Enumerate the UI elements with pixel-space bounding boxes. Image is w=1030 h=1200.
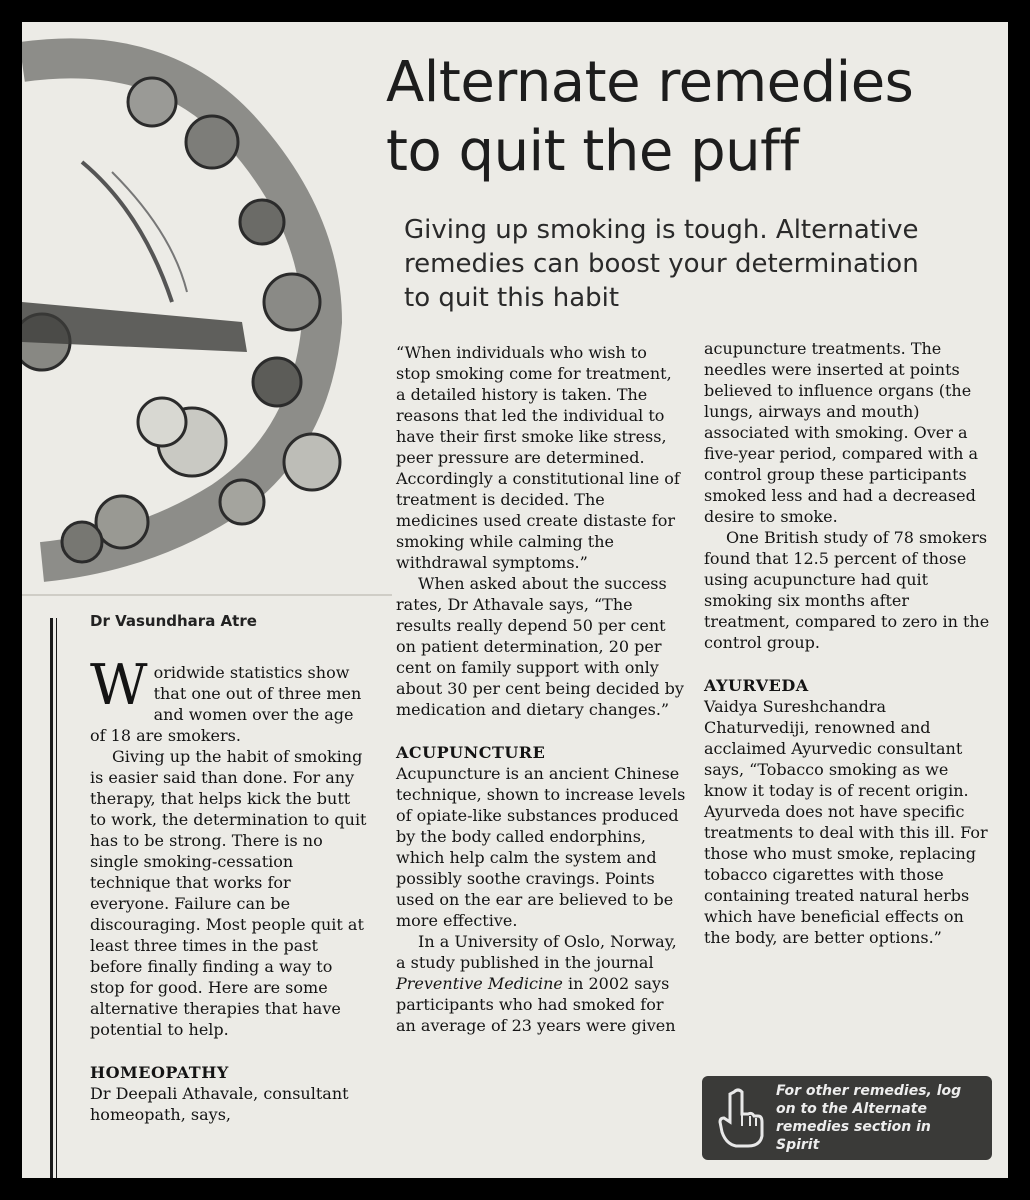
body-paragraph: Dr Deepali Athavale, consultant homeopath, says, bbox=[90, 1084, 349, 1124]
dropcap: W bbox=[90, 653, 148, 718]
fold-line bbox=[22, 594, 392, 596]
headline bbox=[386, 48, 996, 187]
body-paragraph: “When individuals who wish to stop smoking come for treatment, a detailed history is taken. The reasons that led the individual to have their first smoke like stress, peer pressure are determined. Accordingly a constitutional line of treatment is decided. The medicines used create distaste for smoking while calming the withdrawal symptoms.” bbox=[396, 343, 680, 572]
journal-name: Preventive Medicine bbox=[396, 974, 563, 993]
promo-line: For other remedies, log bbox=[776, 1083, 962, 1099]
promo-line: on to the Alternate bbox=[776, 1101, 927, 1117]
promo-line: Spirit bbox=[776, 1137, 820, 1153]
standfirst-line: to quit this habit bbox=[404, 282, 620, 313]
promo-box bbox=[702, 1076, 992, 1160]
standfirst bbox=[404, 214, 994, 315]
promo-line: remedies section in bbox=[776, 1119, 931, 1135]
column-right bbox=[704, 338, 994, 948]
headline-line: Alternate remedies bbox=[386, 50, 914, 115]
standfirst-line: Giving up smoking is tough. Alternative bbox=[404, 215, 919, 245]
body-paragraph: When asked about the success rates, Dr Athavale says, “The results really depend 50 per cent on patient determination, 20 per cent on family support with only about 30 per cent being decided by medication and dietary changes.” bbox=[396, 574, 684, 719]
column-rule bbox=[50, 618, 53, 1178]
body-paragraph bbox=[396, 931, 686, 1036]
intro-text: oridwide statistics show that one out of three men and women over the age of 18 are smokers. bbox=[90, 663, 362, 745]
body-text: In a University of Oslo, Norway, a study published in the journal bbox=[396, 932, 677, 972]
section-heading-acupuncture: ACUPUNCTURE bbox=[396, 743, 546, 762]
standfirst-line: remedies can boost your determination bbox=[404, 248, 919, 279]
newspaper-clipping bbox=[22, 22, 1008, 1178]
column-rule-thin bbox=[56, 618, 57, 1178]
body-paragraph: Giving up the habit of smoking is easier said than done. For any therapy, that helps kick the butt to work, the determination to quit has to be strong. There is no single smoking-cessation technique that works for everyone. Failure can be discouraging. Most people quit at least three times in the past before finally finding a way to stop for good. Here are some alternative therapies that have potential to help. bbox=[90, 747, 367, 1039]
section-heading-ayurveda: AYURVEDA bbox=[704, 676, 809, 695]
byline: Dr Vasundhara Atre bbox=[90, 612, 257, 630]
promo-text bbox=[776, 1082, 986, 1154]
body-paragraph: acupuncture treatments. The needles were inserted at points believed to influence organs (the lungs, airways and mouth) associated with smoking. Over a five-year period, compared with a control group these participants smoked less and had a decreased desire to smoke. bbox=[704, 339, 979, 526]
body-paragraph: One British study of 78 smokers found that 12.5 percent of those using acupuncture had quit smoking six months after treatment, compared to zero in the control group. bbox=[704, 528, 990, 652]
headline-line: to quit the puff bbox=[386, 119, 799, 185]
pointing-hand-icon bbox=[712, 1086, 768, 1150]
body-paragraph: Vaidya Sureshchandra Chaturvediji, renowned and acclaimed Ayurvedic consultant says, “Tobacco smoking as we know it today is of recent origin. Ayurveda does not have specific treatments to deal with this ill. For those who must smoke, replacing tobacco cigarettes with those containing treated natural herbs which have beneficial effects on the body, are better options.” bbox=[704, 697, 988, 947]
section-heading-homeopathy: HOMEOPATHY bbox=[90, 1063, 229, 1082]
body-text: in 2002 says participants who had smoked for an average of 23 years were given bbox=[396, 974, 676, 1035]
fruit-wreath-illustration bbox=[22, 22, 352, 582]
body-paragraph: Acupuncture is an ancient Chinese technique, shown to increase levels of opiate-like substances produced by the body called endorphins, which help calm the system and possibly soothe cravings. Points used on the ear are believed to be more effective. bbox=[396, 764, 686, 930]
column-middle bbox=[396, 342, 686, 1036]
column-left bbox=[90, 653, 370, 1125]
intro-paragraph bbox=[90, 653, 370, 746]
